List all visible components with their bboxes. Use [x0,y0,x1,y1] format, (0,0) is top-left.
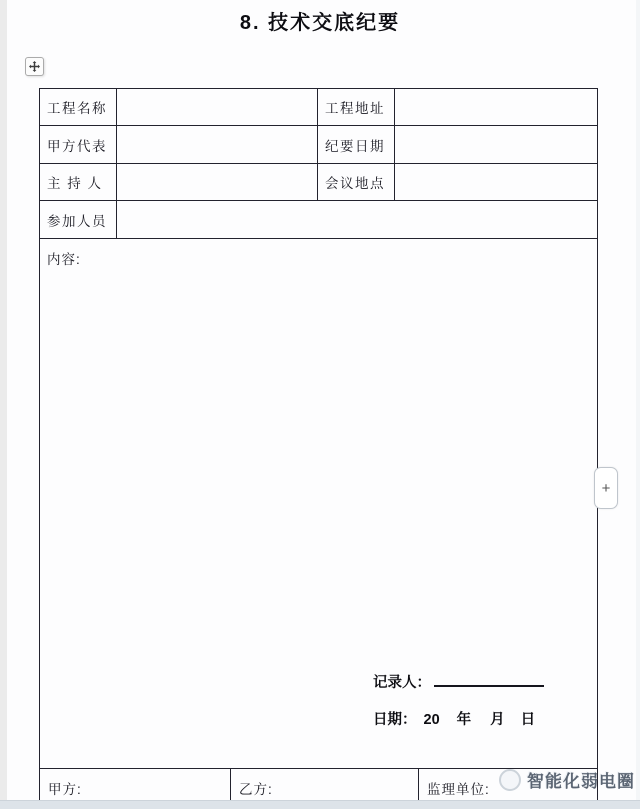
recorder-line [373,671,544,692]
watermark-logo-icon [499,769,521,791]
recorder-label: 记录人： [373,675,431,691]
date-year-prefix: 20 [423,712,440,728]
label-project-address: 工程地址 [318,89,395,126]
party-a-rep-value-cell[interactable] [117,126,318,164]
label-meeting-place: 会议地点 [318,164,395,201]
label-participants: 参加人员 [40,201,117,239]
participants-value-cell[interactable] [117,201,598,239]
label-party-a-rep: 甲方代表 [40,126,117,164]
party-a-label: 甲方: [48,782,82,797]
meeting-place-value-cell[interactable] [395,164,598,201]
party-b-label: 乙方: [239,782,273,797]
table-row [40,164,598,201]
page-title: 8. 技术交底纪要 [239,12,401,34]
date-year-char: 年 [456,712,472,728]
date-label: 日期： [373,712,417,728]
signature-block [373,671,544,745]
meeting-form-table [39,88,598,769]
host-value-cell[interactable] [117,164,318,201]
table-move-handle[interactable] [25,57,44,76]
watermark-text: 智能化弱电圈 [527,772,635,791]
label-project-name: 工程名称 [40,89,117,126]
page-edge-right [636,0,640,809]
label-host: 主 持 人 [40,164,117,201]
minutes-date-value-cell[interactable] [395,126,598,164]
page-edge-bottom [0,800,640,809]
table-row [40,89,598,126]
date-day-char: 日 [520,712,536,728]
move-cross-icon [29,61,40,72]
project-address-value-cell[interactable] [395,89,598,126]
recorder-underline[interactable] [434,673,544,687]
date-month-char: 月 [490,712,505,728]
date-line [373,708,544,729]
content-label: 内容: [47,252,81,267]
project-name-value-cell[interactable] [117,89,318,126]
table-row [40,126,598,164]
content-cell[interactable] [40,239,598,769]
add-button[interactable] [594,467,618,509]
table-row [40,239,598,769]
watermark [499,767,635,792]
label-minutes-date: 纪要日期 [318,126,395,164]
table-row [40,201,598,239]
page-edge-left [0,0,7,809]
supervisor-label: 监理单位: [427,782,490,797]
plus-icon: + [601,479,611,497]
